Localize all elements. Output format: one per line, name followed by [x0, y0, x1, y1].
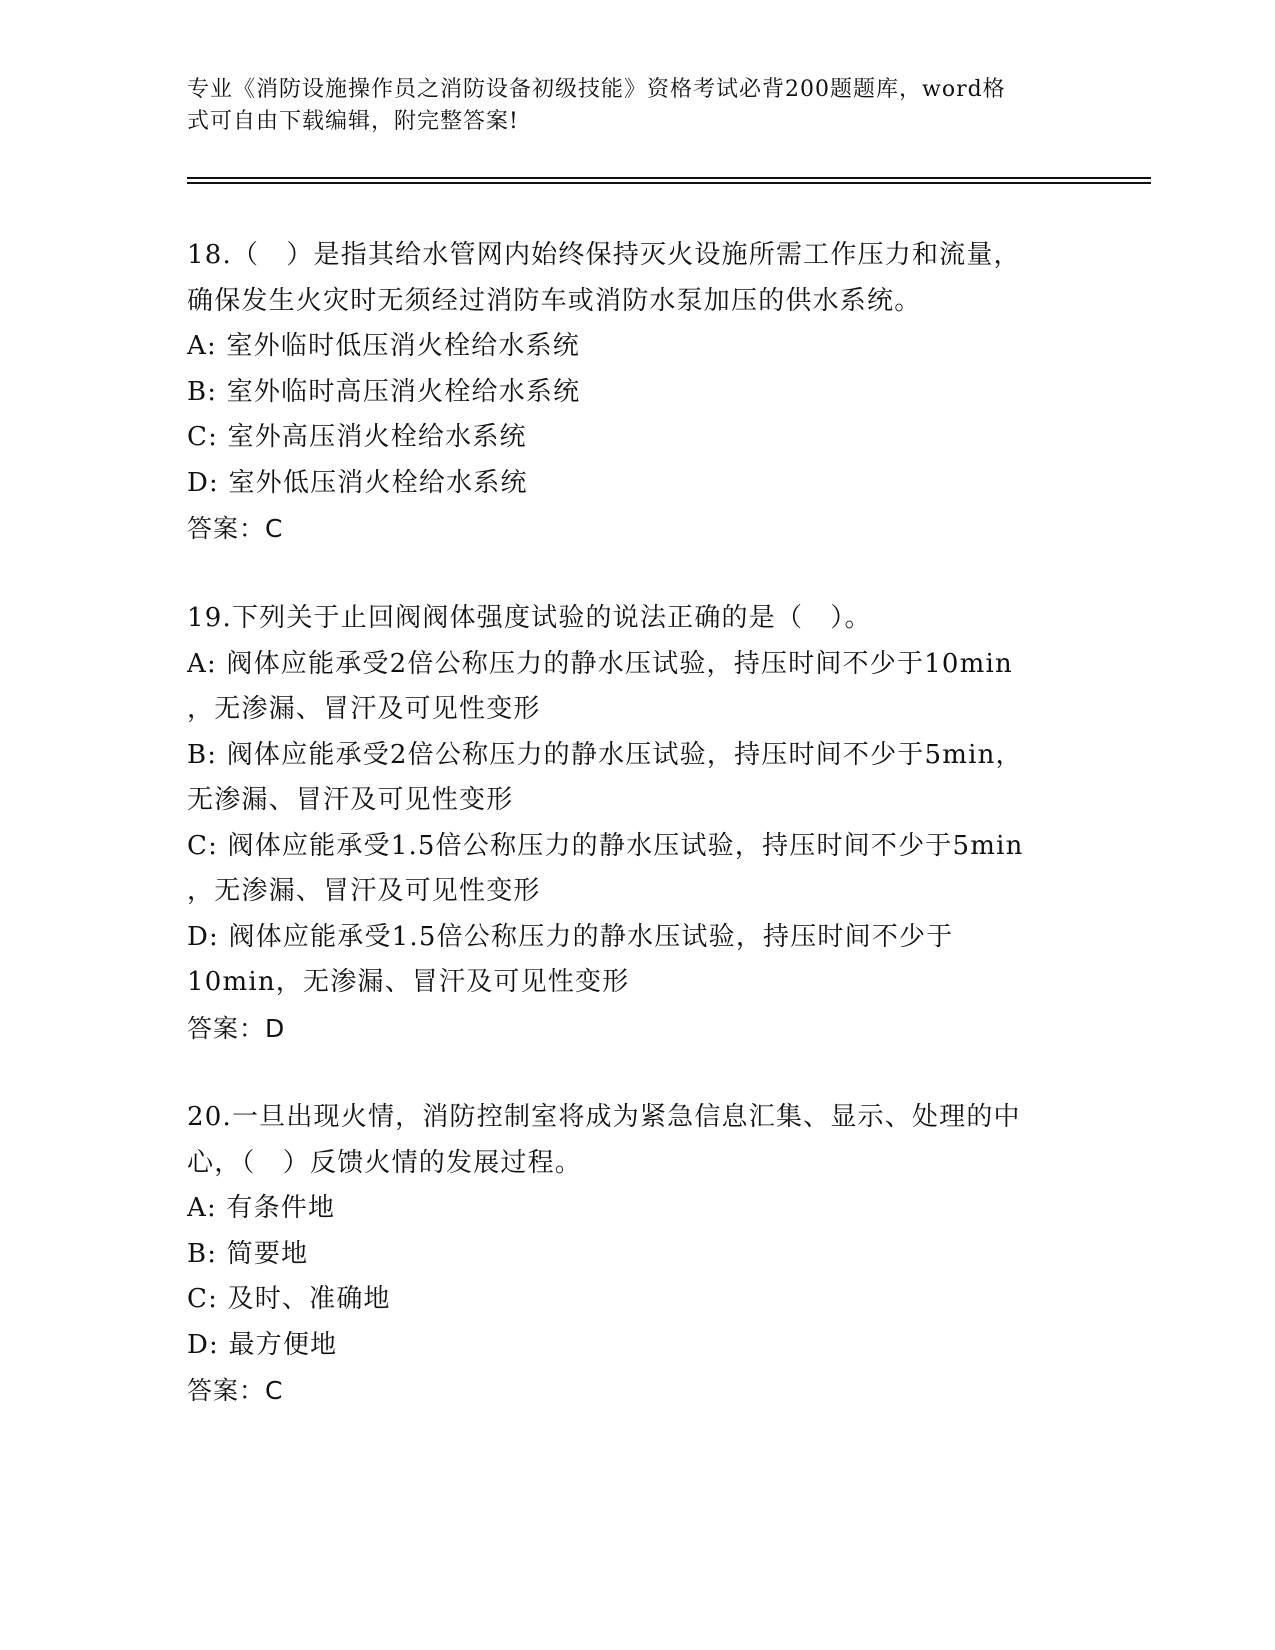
option-c-continued: ，无渗漏、冒汗及可见性变形	[187, 876, 541, 906]
document-header	[187, 74, 1067, 138]
option-a: A: 室外临时低压消火栓给水系统	[187, 331, 581, 361]
question-stem: 确保发生火灾时无须经过消防车或消防水泵加压的供水系统。	[187, 285, 922, 316]
header-line: 式可自由下载编辑，附完整答案!	[187, 109, 519, 134]
question-stem: 18.（ ）是指其给水管网内始终保持灭火设施所需工作压力和流量，	[187, 240, 1021, 270]
option-a: A: 阀体应能承受2倍公称压力的静水压试验，持压时间不少于10min	[187, 648, 1013, 679]
option-d-continued: 10min，无渗漏、冒汗及可见性变形	[187, 967, 630, 997]
option-b: B: 阀体应能承受2倍公称压力的静水压试验，持压时间不少于5min，	[187, 739, 1023, 770]
question-20	[187, 1095, 1087, 1414]
option-c: C: 室外高压消火栓给水系统	[187, 422, 527, 452]
option-b: B: 简要地	[187, 1238, 309, 1269]
option-a-continued: ，无渗漏、冒汗及可见性变形	[187, 694, 541, 724]
header-divider-line	[187, 182, 1151, 184]
option-d: D: 最方便地	[187, 1329, 338, 1360]
question-stem: 19.下列关于止回阀阀体强度试验的说法正确的是（ ）。	[187, 603, 872, 633]
option-b: B: 室外临时高压消火栓给水系统	[187, 376, 581, 407]
option-a: A: 有条件地	[187, 1193, 336, 1223]
answer-line: 答案：C	[187, 1376, 284, 1405]
question-18	[187, 233, 1087, 552]
option-c: C: 及时、准确地	[187, 1284, 391, 1314]
question-19	[187, 596, 1087, 1051]
option-d: D: 阀体应能承受1.5倍公称压力的静水压试验，持压时间不少于	[187, 921, 954, 952]
answer-line: 答案：C	[187, 514, 284, 543]
header-line: 专业《消防设施操作员之消防设备初级技能》资格考试必背200题题库，word格	[187, 77, 1006, 102]
option-c: C: 阀体应能承受1.5倍公称压力的静水压试验，持压时间不少于5min	[187, 830, 1024, 861]
question-stem: 心，（ ）反馈火情的发展过程。	[187, 1147, 583, 1178]
option-d: D: 室外低压消火栓给水系统	[187, 467, 528, 498]
option-b-continued: 无渗漏、冒汗及可见性变形	[187, 785, 514, 815]
answer-line: 答案：D	[187, 1013, 286, 1043]
header-divider-line	[187, 177, 1151, 179]
question-stem: 20.一旦出现火情，消防控制室将成为紧急信息汇集、显示、处理的中	[187, 1102, 1021, 1132]
